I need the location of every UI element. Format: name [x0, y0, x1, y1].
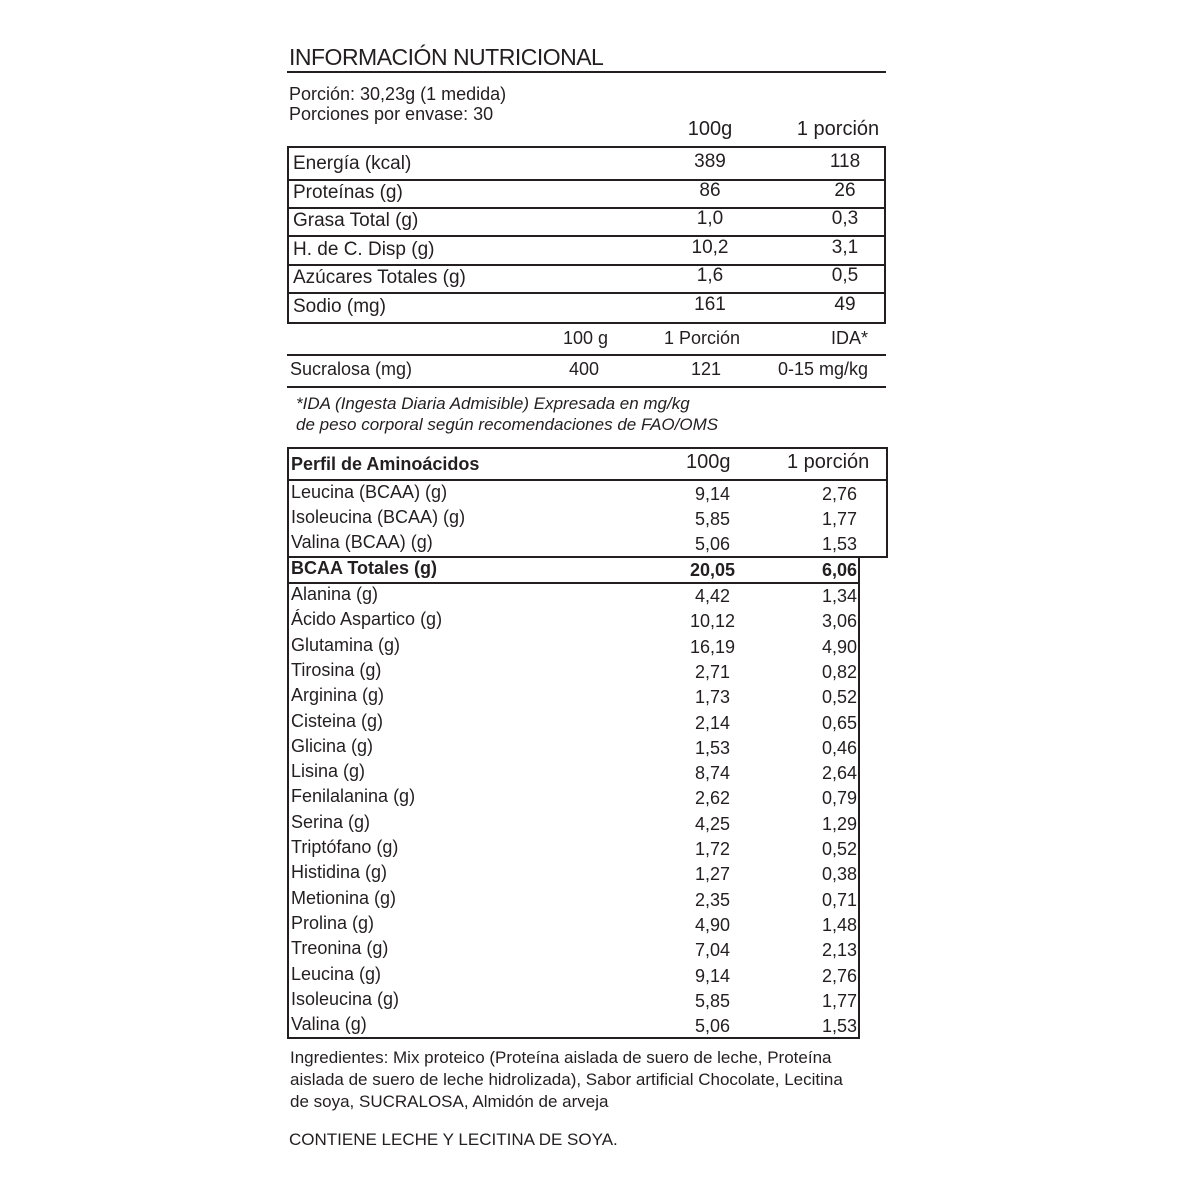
nutrition-header-100g: 100g — [687, 118, 733, 140]
ingredients-line-3: de soya, SUCRALOSA, Almidón de arveja — [290, 1092, 609, 1111]
title-underline — [287, 71, 886, 73]
amino-per100: 9,14 — [694, 966, 731, 986]
amino-right-border-lower — [858, 556, 860, 1039]
amino-serving: 3,06 — [821, 611, 858, 631]
sweetener-serving: 121 — [691, 359, 722, 379]
amino-left-border — [287, 447, 289, 1039]
amino-name: Ácido Aspartico (g) — [291, 609, 443, 629]
table-row — [0, 938, 1200, 963]
footnote-line-2: de peso corporal según recomendaciones de FAO/OMS — [296, 415, 719, 434]
amino-serving: 0,52 — [821, 839, 858, 859]
amino-name: Fenilalanina (g) — [291, 786, 416, 806]
amino-per100: 1,73 — [694, 687, 731, 707]
table-row — [0, 761, 1200, 786]
table-row — [0, 786, 1200, 811]
nutrition-row-serving: 0,3 — [831, 208, 859, 229]
amino-name: Valina (BCAA) (g) — [291, 532, 433, 552]
table-row — [0, 482, 1200, 507]
amino-serving: 2,76 — [821, 484, 858, 504]
amino-serving: 4,90 — [821, 637, 858, 657]
sweetener-header-ida: IDA* — [831, 328, 869, 348]
table-row — [0, 837, 1200, 862]
bcaa-total-serving: 6,06 — [821, 560, 858, 580]
table-row — [0, 507, 1200, 532]
sweetener-bottom-border — [287, 386, 886, 388]
nutrition-row-name: Energía (kcal) — [293, 153, 412, 174]
amino-serving: 0,46 — [821, 738, 858, 758]
allergen-warning: CONTIENE LECHE Y LECITINA DE SOYA. — [289, 1130, 618, 1149]
sweetener-divider — [287, 354, 886, 356]
sweetener-name: Sucralosa (mg) — [290, 359, 413, 379]
sweetener-header-100g: 100 g — [563, 328, 609, 348]
amino-serving: 0,79 — [821, 788, 858, 808]
servings-per-container: Porciones por envase: 30 — [289, 104, 494, 124]
amino-name: Arginina (g) — [291, 685, 385, 705]
nutrition-row-serving: 3,1 — [831, 237, 859, 258]
amino-name: Tirosina (g) — [291, 660, 382, 680]
table-row — [0, 685, 1200, 710]
amino-name: Prolina (g) — [291, 913, 375, 933]
amino-bottom-border — [287, 1037, 860, 1039]
amino-name: Treonina (g) — [291, 938, 389, 958]
table-row — [0, 609, 1200, 634]
table-row — [0, 635, 1200, 660]
sweetener-per100: 400 — [569, 359, 600, 379]
nutrition-row-per100: 389 — [694, 151, 726, 172]
amino-header-divider — [287, 479, 888, 481]
table-row — [0, 532, 1200, 557]
table-row — [0, 888, 1200, 913]
nutrition-row-per100: 161 — [694, 294, 726, 315]
amino-serving: 0,71 — [821, 890, 858, 910]
amino-name: Glicina (g) — [291, 736, 374, 756]
nutrition-row-serving: 26 — [834, 180, 856, 201]
nutrition-row-serving: 118 — [829, 151, 861, 172]
ingredients-line-2: aislada de suero de leche hidrolizada), Sabor artificial Chocolate, Lecitina — [290, 1070, 843, 1089]
amino-per100: 2,14 — [694, 713, 731, 733]
amino-per100: 4,42 — [694, 586, 731, 606]
amino-per100: 2,71 — [694, 662, 731, 682]
table-row — [0, 862, 1200, 887]
amino-per100: 1,53 — [694, 738, 731, 758]
nutrition-row-name: H. de C. Disp (g) — [293, 239, 435, 260]
amino-serving: 0,52 — [821, 687, 858, 707]
table-row — [0, 660, 1200, 685]
amino-serving: 1,29 — [821, 814, 858, 834]
amino-name: Metionina (g) — [291, 888, 397, 908]
nutrition-row-per100: 10,2 — [691, 237, 729, 258]
amino-name: Isoleucina (BCAA) (g) — [291, 507, 466, 527]
amino-serving: 2,13 — [821, 940, 858, 960]
amino-title: Perfil de Aminoácidos — [291, 454, 480, 474]
amino-name: Serina (g) — [291, 812, 371, 832]
amino-header-serving: 1 porción — [787, 451, 870, 473]
amino-serving: 1,53 — [821, 1016, 858, 1036]
amino-per100: 10,12 — [689, 611, 736, 631]
amino-per100: 9,14 — [694, 484, 731, 504]
amino-serving: 2,64 — [821, 763, 858, 783]
page-title: INFORMACIÓN NUTRICIONAL — [289, 44, 604, 70]
nutrition-row-name: Sodio (mg) — [293, 296, 386, 317]
amino-name: Isoleucina (g) — [291, 989, 400, 1009]
amino-serving: 0,82 — [821, 662, 858, 682]
amino-serving: 1,34 — [821, 586, 858, 606]
amino-per100: 4,90 — [694, 915, 731, 935]
table-row — [0, 913, 1200, 938]
amino-name: Valina (g) — [291, 1014, 367, 1034]
sweetener-ida: 0-15 mg/kg — [778, 359, 869, 379]
amino-name: Histidina (g) — [291, 862, 388, 882]
amino-per100: 2,62 — [694, 788, 731, 808]
row-divider — [287, 322, 886, 324]
amino-per100: 16,19 — [689, 637, 736, 657]
nutrition-header-serving: 1 porción — [796, 118, 880, 140]
amino-per100: 5,06 — [694, 534, 731, 554]
table-row — [0, 711, 1200, 736]
nutrition-row-name: Azúcares Totales (g) — [293, 267, 466, 288]
amino-per100: 2,35 — [694, 890, 731, 910]
nutrition-row-serving: 0,5 — [831, 265, 859, 286]
amino-per100: 5,85 — [694, 991, 731, 1011]
amino-top-border — [287, 447, 888, 449]
nutrition-row-serving: 49 — [834, 294, 856, 315]
amino-per100: 1,27 — [694, 864, 731, 884]
ingredients-line-1: Ingredientes: Mix proteico (Proteína aislada de suero de leche, Proteína — [290, 1048, 832, 1067]
footnote-line-1: *IDA (Ingesta Diaria Admisible) Expresada en mg/kg — [296, 394, 690, 413]
amino-name: Leucina (g) — [291, 964, 382, 984]
table-row — [0, 989, 1200, 1014]
nutrition-row-per100: 1,6 — [696, 265, 724, 286]
amino-name: Triptófano (g) — [291, 837, 399, 857]
bcaa-total-name: BCAA Totales (g) — [291, 558, 437, 578]
table-row — [0, 584, 1200, 609]
amino-per100: 1,72 — [694, 839, 731, 859]
nutrition-row-name: Proteínas (g) — [293, 182, 403, 203]
amino-name: Cisteina (g) — [291, 711, 384, 731]
nutrition-row-per100: 86 — [699, 180, 721, 201]
table-row — [0, 812, 1200, 837]
nutrition-row-per100: 1,0 — [696, 208, 724, 229]
amino-serving: 1,53 — [821, 534, 858, 554]
amino-name: Alanina (g) — [291, 584, 379, 604]
amino-serving: 1,77 — [821, 509, 858, 529]
nutrition-row-name: Grasa Total (g) — [293, 210, 419, 231]
nutrition-top-border — [287, 146, 886, 148]
bcaa-total-per100: 20,05 — [689, 560, 736, 580]
amino-name: Leucina (BCAA) (g) — [291, 482, 448, 502]
amino-serving: 2,76 — [821, 966, 858, 986]
amino-serving: 0,38 — [821, 864, 858, 884]
sweetener-header-serving: 1 Porción — [664, 328, 741, 348]
table-row — [0, 736, 1200, 761]
amino-serving: 0,65 — [821, 713, 858, 733]
amino-name: Lisina (g) — [291, 761, 366, 781]
serving-size: Porción: 30,23g (1 medida) — [289, 84, 507, 104]
amino-per100: 5,06 — [694, 1016, 731, 1036]
amino-per100: 4,25 — [694, 814, 731, 834]
amino-serving: 1,77 — [821, 991, 858, 1011]
amino-per100: 5,85 — [694, 509, 731, 529]
table-row — [0, 964, 1200, 989]
amino-right-border-upper — [886, 447, 888, 557]
amino-per100: 7,04 — [694, 940, 731, 960]
table-row — [0, 1014, 1200, 1039]
amino-serving: 1,48 — [821, 915, 858, 935]
bcaa-total-row — [0, 558, 1200, 583]
amino-header-100g: 100g — [686, 451, 731, 473]
amino-per100: 8,74 — [694, 763, 731, 783]
amino-name: Glutamina (g) — [291, 635, 401, 655]
